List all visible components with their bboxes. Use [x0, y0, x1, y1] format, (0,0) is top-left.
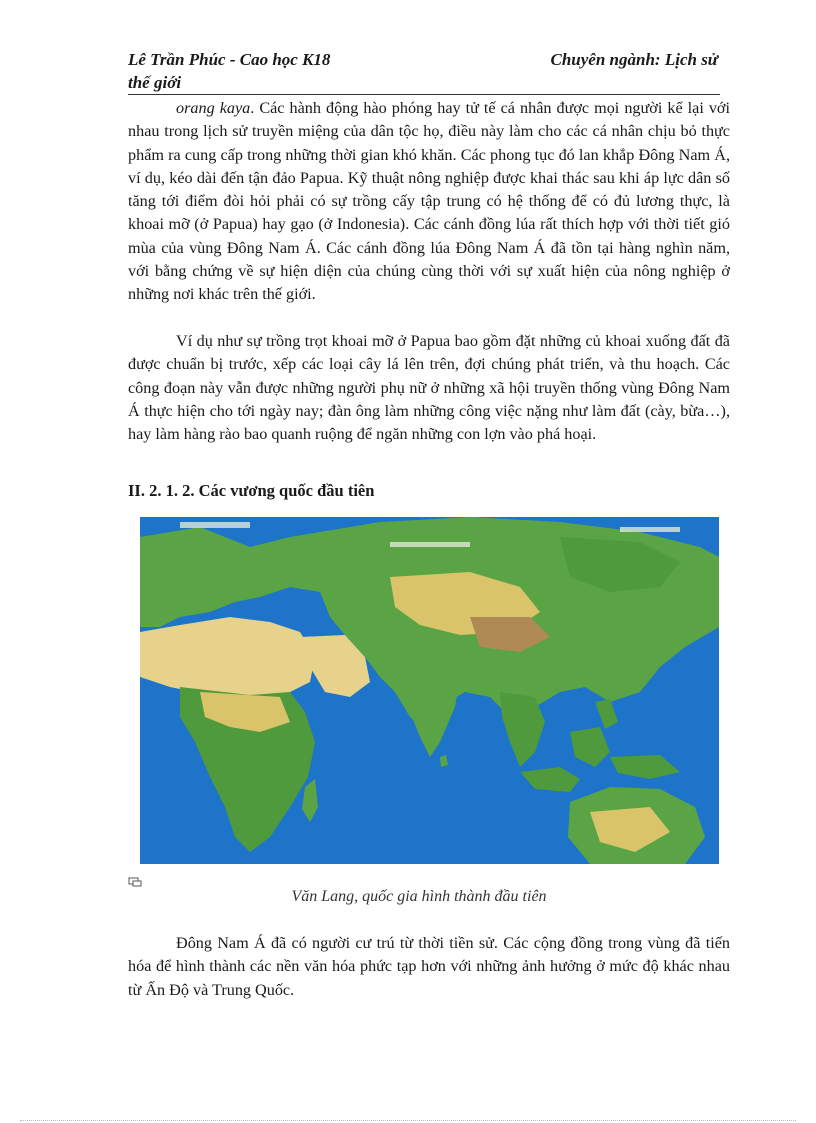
paragraph-1-text: . Các hành động hào phóng hay tử tế cá nhân được mọi người kể lại với nhau trong lịch sử truyền miệng của dân tộc họ, điều này làm cho các cá nhân chịu bỏ thực phẩm ra cung cấp trong những thời gian khó khăn. Các phong tục đó lan khắp Đông Nam Á, ví dụ, kéo dài đến tận đảo Papua. Kỹ thuật nông nghiệp được khai thác sau khi áp lực dân số tăng tới điểm đòi hỏi phải có sự trồng cấy tập trung có hệ thống để có đủ lương thực, là khoai mỡ (ở Papua) hay gạo (ở Indonesia). Các cánh đồng lúa rất thích hợp với thời tiết gió mùa của vùng Đông Nam Á. Các cánh đồng lúa Đông Nam Á đã tồn tại hàng nghìn năm, với bằng chứng về sự hiện diện của chúng cùng thời với sự xuất hiện của nông nghiệp ở những nơi khác trên thế giới. [128, 99, 730, 304]
header-divider [128, 94, 720, 95]
header-author-line2: thế giới [128, 73, 182, 92]
map-image [140, 517, 719, 864]
paragraph-1-italic: orang kaya [176, 99, 251, 117]
image-anchor-icon[interactable] [128, 877, 142, 887]
header-major: Chuyên ngành: Lịch sử [550, 50, 718, 69]
header-author: Lê Trần Phúc - Cao học K18 [128, 50, 331, 69]
map-figure [140, 517, 719, 864]
figure-caption: Văn Lang, quốc gia hình thành đầu tiên [291, 888, 547, 905]
paragraph-1 [128, 97, 730, 307]
section-heading: II. 2. 1. 2. Các vương quốc đầu tiên [128, 481, 375, 500]
paragraph-2: Ví dụ như sự trồng trọt khoai mỡ ở Papua bao gồm đặt những củ khoai xuống đất đã được chuẩn bị trước, xếp các loại cây lá lên trên, đợi chúng phát triển, và thu hoạch. Các công đoạn này vẫn được những người phụ nữ ở những xã hội truyền thống vùng Đông Nam Á thực hiện cho tới ngày nay; đàn ông làm những công việc nặng như làm đất (cày, bừa…), hay làm hàng rào bao quanh ruộng để ngăn những con lợn vào phá hoại. [128, 332, 730, 444]
page-footer-rule [20, 1120, 796, 1121]
paragraph-3: Đông Nam Á đã có người cư trú từ thời tiền sử. Các cộng đồng trong vùng đã tiến hóa để hình thành các nền văn hóa phức tạp hơn với những ảnh hưởng ở mức độ khác nhau từ Ấn Độ và Trung Quốc. [128, 934, 730, 999]
